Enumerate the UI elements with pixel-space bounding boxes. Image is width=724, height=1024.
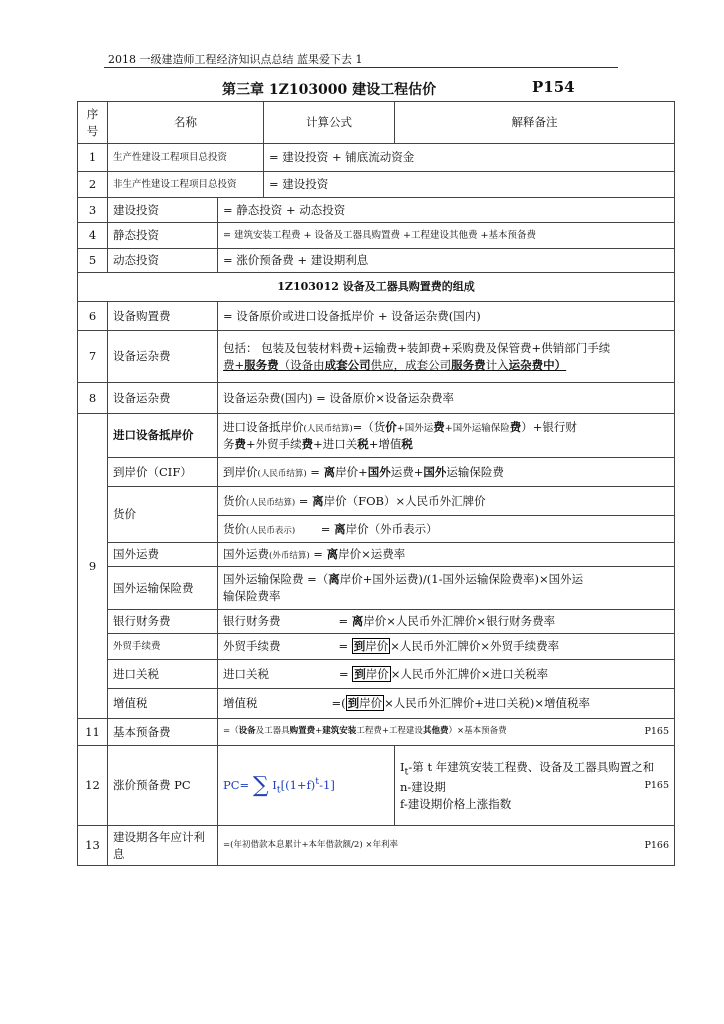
table-row [78, 826, 675, 866]
table-header-row [78, 102, 675, 144]
row-name: 建设投资 [108, 198, 218, 223]
col-note-header: 解释备注 [395, 102, 675, 144]
table-row [78, 543, 675, 567]
row-name: 国外运费 [108, 543, 218, 567]
formula-line: 费+服务费（设备由成套公司供应，成套公司服务费计入运杂费中） [223, 357, 567, 372]
row-name: 设备购置费 [108, 302, 218, 331]
table-row [78, 719, 675, 746]
row-formula: 进口设备抵岸价(人民币结算)=（货价+国外运费+国外运输保险费）+银行财 务费+外贸手续费+进口关税+增值税 [218, 414, 675, 458]
section-title: 1Z103012 设备及工器具购置费的组成 [78, 273, 675, 302]
row-formula: = 涨价预备费 + 建设期利息 [218, 249, 675, 273]
row-name: 设备运杂费 [108, 383, 218, 414]
row-formula: 外贸手续费 = 到岸价 ×人民币外汇牌价×外贸手续费率 [218, 634, 675, 660]
row-name: 到岸价（CIF） [108, 458, 218, 487]
table-row [78, 144, 675, 172]
row-formula: P166 =(年初借款本息累计+本年借款额/2) ×年利率 [218, 826, 675, 866]
row-formula: = 建设投资 + 铺底流动资金 [264, 144, 675, 172]
row-formula: PC= ∑ $I_t[(1+f)^t-1]$ [218, 746, 395, 826]
row-seq: 2 [78, 172, 108, 198]
table-row [78, 331, 675, 383]
row-seq: 4 [78, 223, 108, 249]
row-seq: 6 [78, 302, 108, 331]
row-formula: 增值税 =( 到岸价 ×人民币外汇牌价+进口关税)×增值税率 [218, 689, 675, 719]
table-row [78, 689, 675, 719]
row-formula: 货价(人民币结算) = 离岸价（FOB）×人民币外汇牌价 [218, 487, 675, 516]
table-row [78, 487, 675, 516]
row-name: 银行财务费 [108, 610, 218, 634]
row-name: 外贸手续费 [108, 634, 218, 660]
row-seq: 1 [78, 144, 108, 172]
header-rule [104, 67, 618, 68]
row-name: 生产性建设工程项目总投资 [108, 144, 264, 172]
table-row [78, 198, 675, 223]
table-row [78, 458, 675, 487]
row-formula: 银行财务费 = 离岸价×人民币外汇牌价×银行财务费率 [218, 610, 675, 634]
row-seq: 7 [78, 331, 108, 383]
row-name: 动态投资 [108, 249, 218, 273]
row-formula: = 静态投资 + 动态投资 [218, 198, 675, 223]
table-row [78, 634, 675, 660]
row-formula: 国外运输保险费 =（离岸价+国外运费)/(1-国外运输保险费率)×国外运 输保险费率 [218, 567, 675, 610]
row-name: 进口关税 [108, 660, 218, 689]
row-seq: 11 [78, 719, 108, 746]
row-formula: = 建筑安装工程费 + 设备及工器具购置费 +工程建设其他费 +基本预备费 [218, 223, 675, 249]
table-row [78, 249, 675, 273]
formula-line: 包括： 包装及包装材料费+运输费+装卸费+采购费及保管费+供销部门手续 [223, 340, 611, 355]
col-seq-header: 序号 [78, 102, 108, 144]
table-row [78, 746, 675, 826]
chapter-title: 第三章 1Z103000 建设工程估价 [222, 82, 437, 98]
running-header: 2018 一级建造师工程经济知识点总结 蓝果爱下去 1 [108, 53, 363, 66]
table-row [78, 610, 675, 634]
table-row [78, 567, 675, 610]
row-name: 增值税 [108, 689, 218, 719]
col-name-header: 名称 [108, 102, 264, 144]
row-seq: 5 [78, 249, 108, 273]
row-formula: P165 =（设备及工器具购置费+建筑安装工程费+工程建设其他费）×基本预备费 [218, 719, 675, 746]
row-formula: 到岸价(人民币结算) = 离岸价+国外运费+国外运输保险费 [218, 458, 675, 487]
row-formula: 国外运费(外币结算) = 离岸价×运费率 [218, 543, 675, 567]
row-name: 进口设备抵岸价 [108, 414, 218, 458]
row-formula: 进口关税 = 到岸价 ×人民币外汇牌价×进口关税率 [218, 660, 675, 689]
row-name: 货价 [108, 487, 218, 543]
row-name: 设备运杂费 [108, 331, 218, 383]
estimate-table [77, 101, 675, 866]
row-name: 涨价预备费 PC [108, 746, 218, 826]
row-name: 国外运输保险费 [108, 567, 218, 610]
row-seq: 12 [78, 746, 108, 826]
page-reference: P154 [532, 78, 575, 96]
table-row [78, 660, 675, 689]
row-formula: 设备运杂费(国内) = 设备原价×设备运杂费率 [218, 383, 675, 414]
row-formula: = 设备原价或进口设备抵岸价 + 设备运杂费(国内) [218, 302, 675, 331]
section-row [78, 273, 675, 302]
row-formula: = 建设投资 [264, 172, 675, 198]
row-name: 基本预备费 [108, 719, 218, 746]
table-row [78, 302, 675, 331]
row-seq: 3 [78, 198, 108, 223]
table-row [78, 223, 675, 249]
row-seq: 9 [78, 414, 108, 719]
row-formula: 货价(人民币表示) = 离岸价（外币表示） [218, 516, 675, 543]
table-row [78, 172, 675, 198]
row-seq: 8 [78, 383, 108, 414]
row-note: $I_t-$第 t 年建筑安装工程费、设备及工器具购置之和 P165 n-建设期 f-建设期价格上涨指数 [395, 746, 675, 826]
row-seq: 13 [78, 826, 108, 866]
table-row [78, 383, 675, 414]
row-name: 非生产性建设工程项目总投资 [108, 172, 264, 198]
row-formula [218, 331, 675, 383]
row-name: 建设期各年应计利息 [108, 826, 218, 866]
col-formula-header: 计算公式 [264, 102, 395, 144]
row-name: 静态投资 [108, 223, 218, 249]
table-row [78, 414, 675, 458]
sigma-symbol: ∑ [252, 772, 269, 798]
